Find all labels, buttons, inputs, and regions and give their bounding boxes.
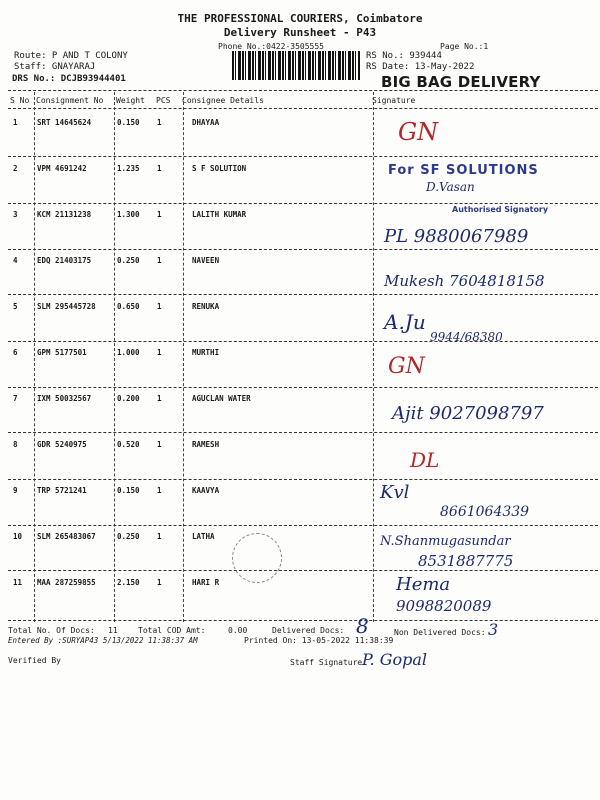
row-consignment: SLM 265483067 (37, 532, 96, 541)
row-pcs: 1 (157, 486, 162, 495)
col-signature: Signature (372, 96, 416, 105)
company-stamp: For SF SOLUTIONS (388, 163, 539, 178)
row-sno: 9 (13, 486, 18, 495)
signature-2: D.Vasan (426, 180, 475, 194)
col-consignment: Consignment No (36, 96, 104, 105)
col-divider (114, 92, 115, 622)
rs-number: RS No.: 939444 (366, 51, 442, 61)
row-sno: 5 (13, 302, 18, 311)
phone-number: Phone No.:0422-3505555 (218, 42, 324, 51)
row-weight: 0.150 (117, 486, 140, 495)
row-weight: 0.520 (117, 440, 140, 449)
total-docs-label: Total No. Of Docs: (8, 626, 95, 635)
signature-1: GN (398, 118, 439, 146)
row-sno: 7 (13, 394, 18, 403)
row-rule (8, 525, 598, 526)
signature-3: PL 9880067989 (384, 226, 529, 247)
page-number: Page No.:1 (440, 42, 489, 51)
header-rule-bottom (8, 108, 598, 109)
row-consignment: SRT 14645624 (37, 118, 92, 127)
row-pcs: 1 (157, 256, 162, 265)
signature-7: Ajit 9027098797 (392, 403, 544, 424)
sheet-title: Delivery Runsheet - P43 (223, 26, 377, 39)
col-consignee: Consignee Details (182, 96, 264, 105)
row-sno: 8 (13, 440, 18, 449)
signature-11-phone: 9098820089 (396, 597, 492, 615)
row-sno: 6 (13, 348, 18, 357)
rubber-seal (232, 533, 282, 583)
row-pcs: 1 (157, 532, 162, 541)
route: Route: P AND T COLONY (14, 51, 128, 61)
barcode (232, 51, 360, 80)
row-weight: 2.150 (117, 578, 140, 587)
row-consignment: GDR 5240975 (37, 440, 87, 449)
signature-9: Kvl (380, 482, 410, 503)
row-rule (8, 479, 598, 480)
non-delivered-label: Non Delivered Docs: (394, 628, 486, 637)
col-divider (373, 92, 374, 622)
row-consignee: HARI R (192, 578, 220, 587)
row-consignee: KAAVYA (192, 486, 220, 495)
signature-8: DL (410, 448, 440, 472)
staff-signature: P. Gopal (362, 650, 428, 669)
row-consignment: IXM 50032567 (37, 394, 92, 403)
row-rule (8, 203, 598, 204)
row-weight: 0.250 (117, 256, 140, 265)
row-weight: 1.300 (117, 210, 140, 219)
signature-9-phone: 8661064339 (440, 504, 530, 520)
signature-11: Hema (396, 574, 451, 595)
staff-signature-label: Staff Signature (290, 658, 363, 667)
row-pcs: 1 (157, 394, 162, 403)
row-pcs: 1 (157, 578, 162, 587)
row-rule (8, 570, 598, 571)
row-consignment: SLM 295445728 (37, 302, 96, 311)
row-sno: 10 (13, 532, 23, 541)
row-rule (8, 620, 598, 621)
row-weight: 1.000 (117, 348, 140, 357)
signature-5-phone: 9944/68380 (430, 330, 503, 344)
row-consignee: LALITH KUMAR (192, 210, 247, 219)
printed-on: Printed On: 13-05-2022 11:38:39 (244, 636, 394, 645)
row-rule (8, 249, 598, 250)
row-pcs: 1 (157, 210, 162, 219)
delivered-label: Delivered Docs: (272, 626, 345, 635)
row-rule (8, 294, 598, 295)
cod-label: Total COD Amt: (138, 626, 206, 635)
row-consignee: AGUCLAN WATER (192, 394, 251, 403)
authorised-signatory-stamp: Authorised Signatory (452, 205, 549, 214)
col-weight: Weight (116, 96, 145, 105)
rs-date: RS Date: 13-May-2022 (366, 62, 475, 72)
row-sno: 3 (13, 210, 18, 219)
row-consignee: NAVEEN (192, 256, 220, 265)
row-consignee: DHAYAA (192, 118, 220, 127)
row-weight: 0.250 (117, 532, 140, 541)
row-consignment: EDQ 21403175 (37, 256, 92, 265)
row-pcs: 1 (157, 348, 162, 357)
entered-by: Entered By :SURYAP43 5/13/2022 11:38:37 AM (8, 636, 198, 645)
row-rule (8, 387, 598, 388)
col-divider (183, 92, 184, 622)
cod-amount: 0.00 (228, 626, 248, 635)
row-sno: 11 (13, 578, 23, 587)
row-pcs: 1 (157, 164, 162, 173)
row-sno: 1 (13, 118, 18, 127)
row-consignment: MAA 287259855 (37, 578, 96, 587)
staff: Staff: GNAYARAJ (14, 62, 96, 72)
row-consignee: LATHA (192, 532, 215, 541)
signature-10-phone: 8531887775 (418, 552, 514, 570)
col-sno: S No (10, 96, 30, 105)
row-consignment: KCM 21131238 (37, 210, 92, 219)
col-pcs: PCS (156, 96, 171, 105)
big-bag-delivery-stamp: BIG BAG DELIVERY (381, 73, 541, 91)
row-sno: 4 (13, 256, 18, 265)
row-weight: 0.150 (117, 118, 140, 127)
row-weight: 0.200 (117, 394, 140, 403)
row-consignment: GPM 5177501 (37, 348, 87, 357)
verified-by: Verified By (8, 656, 61, 665)
signature-6: GN (388, 354, 425, 379)
row-rule (8, 156, 598, 157)
non-delivered-count: 3 (488, 620, 499, 639)
drs-number: DRS No.: DCJB93944401 (12, 74, 126, 84)
signature-5: A.Ju (384, 310, 426, 334)
row-consignment: TRP 5721241 (37, 486, 87, 495)
signature-4: Mukesh 7604818158 (384, 272, 545, 290)
row-pcs: 1 (157, 440, 162, 449)
signature-10: N.Shanmugasundar (380, 534, 511, 549)
row-sno: 2 (13, 164, 18, 173)
row-consignee: RENUKA (192, 302, 220, 311)
row-weight: 0.650 (117, 302, 140, 311)
row-pcs: 1 (157, 118, 162, 127)
row-rule (8, 432, 598, 433)
row-pcs: 1 (157, 302, 162, 311)
delivered-count: 8 (356, 614, 369, 638)
row-consignee: MURTHI (192, 348, 220, 357)
row-weight: 1.235 (117, 164, 140, 173)
col-divider (34, 92, 35, 622)
row-rule (8, 341, 598, 342)
company-name: THE PROFESSIONAL COURIERS, Coimbatore (177, 12, 423, 25)
header-rule-top (8, 90, 598, 91)
row-consignment: VPM 4691242 (37, 164, 87, 173)
row-consignee: RAMESH (192, 440, 220, 449)
total-docs: 11 (108, 626, 118, 635)
row-consignee: S F SOLUTION (192, 164, 247, 173)
